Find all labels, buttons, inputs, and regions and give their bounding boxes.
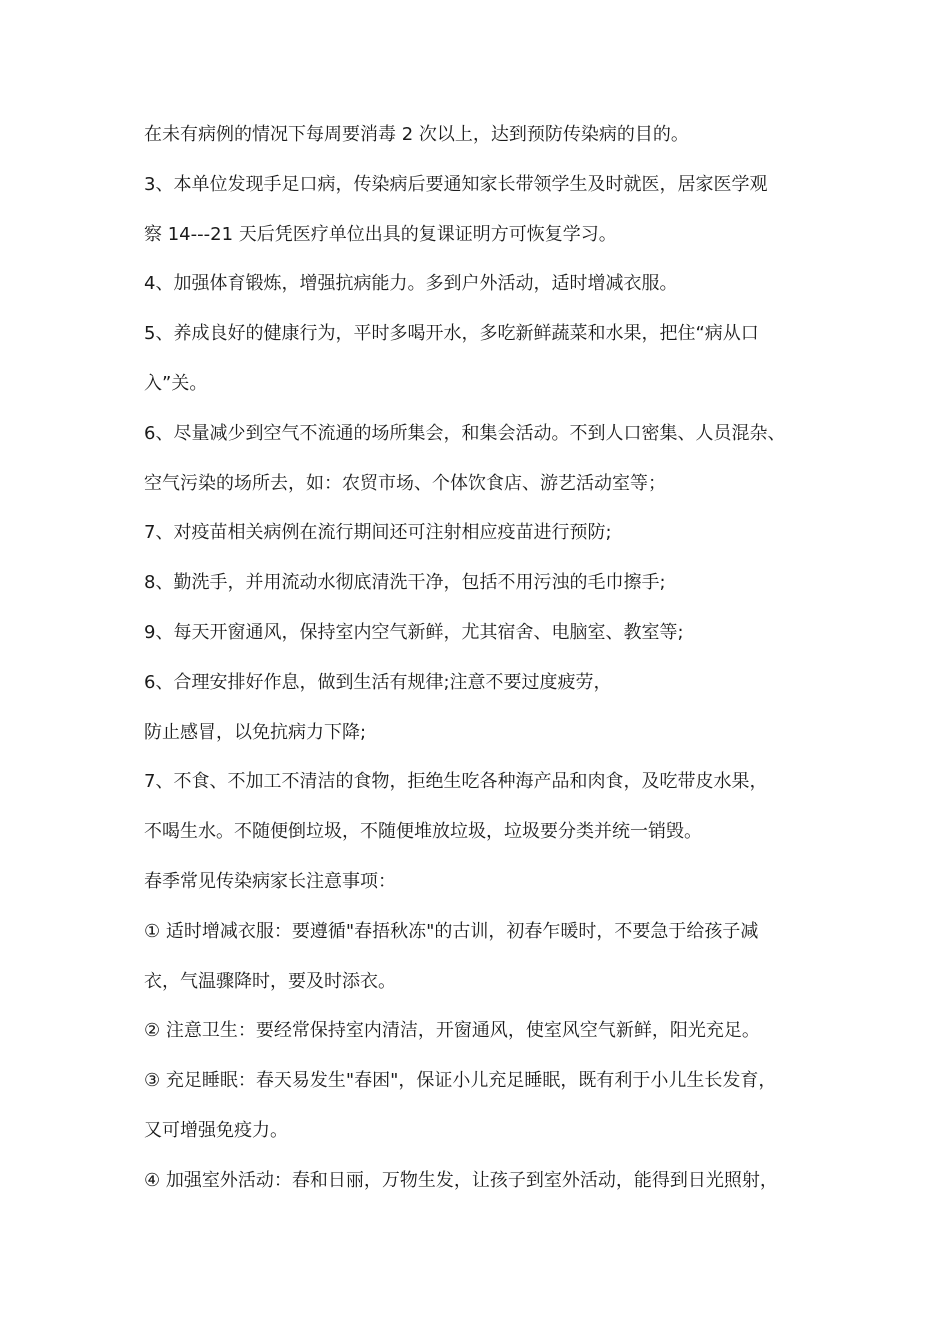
text-line: 6、合理安排好作息，做到生活有规律;注意不要过度疲劳， (144, 671, 612, 693)
text-line: 7、对疫苗相关病例在流行期间还可注射相应疫苗进行预防; (144, 522, 612, 544)
text-line: 入”关。 (144, 372, 208, 394)
text-line: ① 适时增减衣服：要遵循"春捂秋冻"的古训，初春乍暖时，不要急于给孩子减 (144, 920, 759, 942)
text-line: ④ 加强室外活动：春和日丽，万物生发，让孩子到室外活动，能得到日光照射， (144, 1169, 778, 1191)
section-heading: 春季常见传染病家长注意事项： (144, 870, 396, 892)
text-line: 9、每天开窗通风，保持室内空气新鲜，尤其宿舍、电脑室、教室等; (144, 621, 684, 643)
text-line: 6、尽量减少到空气不流通的场所集会，和集会活动。不到人口密集、人员混杂、 (144, 422, 786, 444)
text-line: 衣，气温骤降时，要及时添衣。 (144, 970, 396, 992)
document-body (144, 110, 824, 1206)
text-line: 不喝生水。不随便倒垃圾，不随便堆放垃圾，垃圾要分类并统一销毁。 (144, 821, 702, 843)
text-line: 防止感冒，以免抗病力下降; (144, 721, 367, 743)
text-line: 4、加强体育锻炼，增强抗病能力。多到户外活动，适时增减衣服。 (144, 273, 678, 295)
text-line: 8、勤洗手，并用流动水彻底清洗干净，包括不用污浊的毛巾擦手; (144, 572, 666, 594)
text-line: 察 14---21 天后凭医疗单位出具的复课证明方可恢复学习。 (144, 223, 617, 245)
text-line: ③ 充足睡眠：春天易发生"春困"，保证小儿充足睡眠，既有利于小儿生长发育， (144, 1070, 777, 1092)
text-line: 又可增强免疫力。 (144, 1119, 288, 1141)
text-line: 7、不食、不加工不清洁的食物，拒绝生吃各种海产品和肉食，及吃带皮水果， (144, 771, 768, 793)
text-line: 在未有病例的情况下每周要消毒 2 次以上，达到预防传染病的目的。 (144, 124, 689, 145)
text-line: 5、养成良好的健康行为，平时多喝开水，多吃新鲜蔬菜和水果，把住“病从口 (144, 323, 759, 345)
text-line: 空气污染的场所去，如：农贸市场、个体饮食店、游艺活动室等； (144, 472, 666, 494)
text-line: ② 注意卫生：要经常保持室内清洁，开窗通风，使室风空气新鲜，阳光充足。 (144, 1020, 760, 1042)
text-line: 3、本单位发现手足口病，传染病后要通知家长带领学生及时就医，居家医学观 (144, 173, 768, 195)
